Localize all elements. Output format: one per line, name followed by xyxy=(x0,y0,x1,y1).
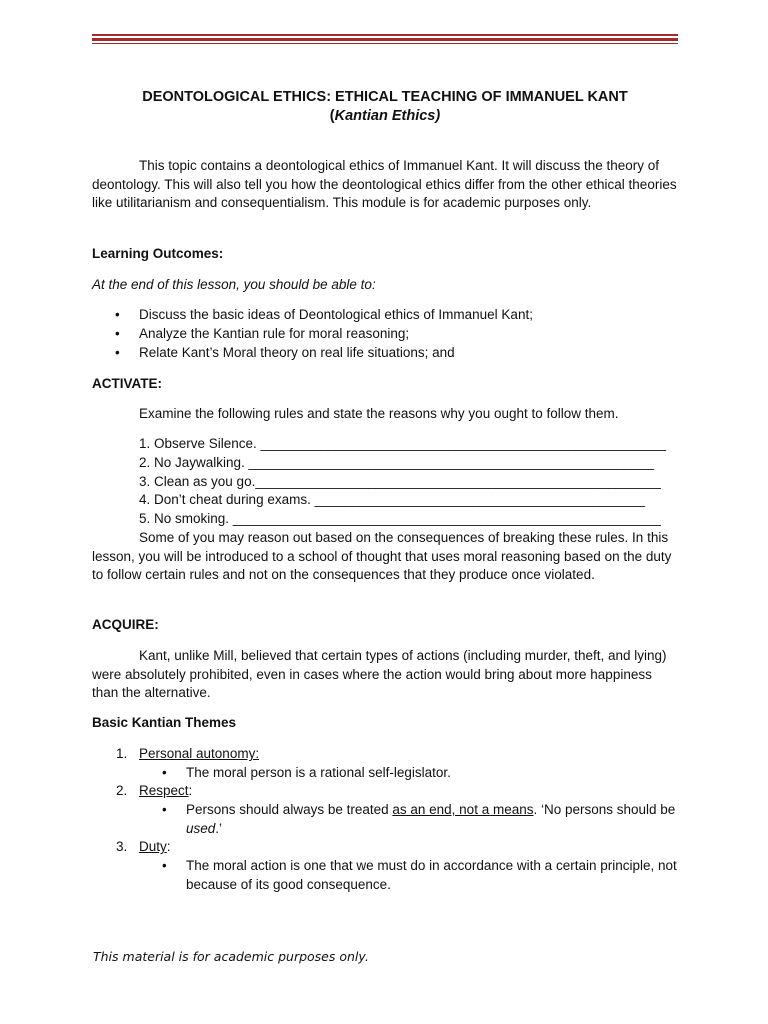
page-footer: This material is for academic purposes only. xyxy=(93,949,369,964)
outcome-text: Discuss the basic ideas of Deontological ethics of Immanuel Kant; xyxy=(139,307,533,322)
document-subtitle xyxy=(92,107,678,126)
activate-closing-paragraph: Some of you may reason out based on the consequences of breaking these rules. In this lesson, you will be introduced to a school of thought that uses moral reasoning based on the duty to follow certain rules and not on the consequences that they produce once violated. xyxy=(92,530,672,582)
outcome-text: Relate Kant’s Moral theory on real life situations; and xyxy=(139,345,455,360)
theme-label: Duty xyxy=(139,839,167,854)
point-segment: . ‘No persons should be xyxy=(533,802,676,817)
theme-point-text: • The moral person is a rational self-legislator. xyxy=(186,765,451,780)
theme-number: 2. xyxy=(116,783,128,798)
outcome-item xyxy=(115,306,533,325)
activate-instruction: Examine the following rules and state the reasons why you ought to follow them. xyxy=(139,406,619,421)
header-rule-middle xyxy=(92,38,678,41)
subtitle-text: Kantian Ethics) xyxy=(334,108,441,124)
theme-number: 3. xyxy=(116,839,128,854)
rule-item: 3. Clean as you go.______________________________________________________ xyxy=(139,474,661,489)
rule-item: 4. Don’t cheat during exams. ____________________________________________ xyxy=(139,492,645,507)
rule-item: 5. No smoking. _________________________________________________________ xyxy=(139,511,661,526)
theme-point-text xyxy=(186,801,678,838)
point-segment: Persons should always be treated xyxy=(186,802,393,817)
outcome-item xyxy=(115,325,409,344)
rule-item: 1. Observe Silence. ______________________________________________________ xyxy=(139,436,666,451)
acquire-heading: ACQUIRE: xyxy=(92,617,159,632)
theme-point-text: • The moral action is one that we must do in accordance with a certain principle, not because of its good consequence. xyxy=(186,858,677,892)
point-underlined: as an end, not a means xyxy=(392,802,534,817)
activate-heading: ACTIVATE: xyxy=(92,376,162,391)
theme-label: Respect xyxy=(139,783,189,798)
theme-number: 1. xyxy=(116,746,128,761)
intro-paragraph: This topic contains a deontological ethics of Immanuel Kant. It will discuss the theory of deontology. This will also tell you how the deontological ethics differ from the other ethical theories like utilitarianism and consequentialism. This module is for academic purposes only. xyxy=(92,158,677,210)
header-rule-bottom xyxy=(92,43,678,44)
theme-suffix: : xyxy=(166,839,171,854)
theme-item xyxy=(116,838,171,857)
document-title: DEONTOLOGICAL ETHICS: ETHICAL TEACHING OF IMMANUEL KANT xyxy=(142,89,628,105)
theme-point xyxy=(162,764,678,783)
theme-item xyxy=(116,745,259,764)
theme-point xyxy=(162,857,678,894)
outcome-item xyxy=(115,344,455,363)
rule-item: 2. No Jaywalking. ______________________________________________________ xyxy=(139,455,654,470)
themes-heading: Basic Kantian Themes xyxy=(92,715,237,730)
point-italic: used xyxy=(186,820,216,836)
outcome-text: Analyze the Kantian rule for moral reasoning; xyxy=(139,326,410,341)
theme-label: Personal autonomy: xyxy=(139,746,260,761)
theme-point xyxy=(162,801,678,838)
acquire-paragraph: Kant, unlike Mill, believed that certain types of actions (including murder, theft, and lying) were absolutely prohibited, even in cases where the action would bring about more happiness than the alternative. xyxy=(92,648,667,700)
header-rule-top xyxy=(92,34,678,36)
point-segment: .’ xyxy=(215,820,223,836)
theme-suffix: : xyxy=(188,783,193,798)
subtitle-open-paren: ( xyxy=(329,108,335,124)
learning-outcomes-heading: Learning Outcomes: xyxy=(92,246,224,261)
learning-outcomes-lead: At the end of this lesson, you should be able to: xyxy=(92,277,376,292)
theme-item xyxy=(116,782,192,801)
